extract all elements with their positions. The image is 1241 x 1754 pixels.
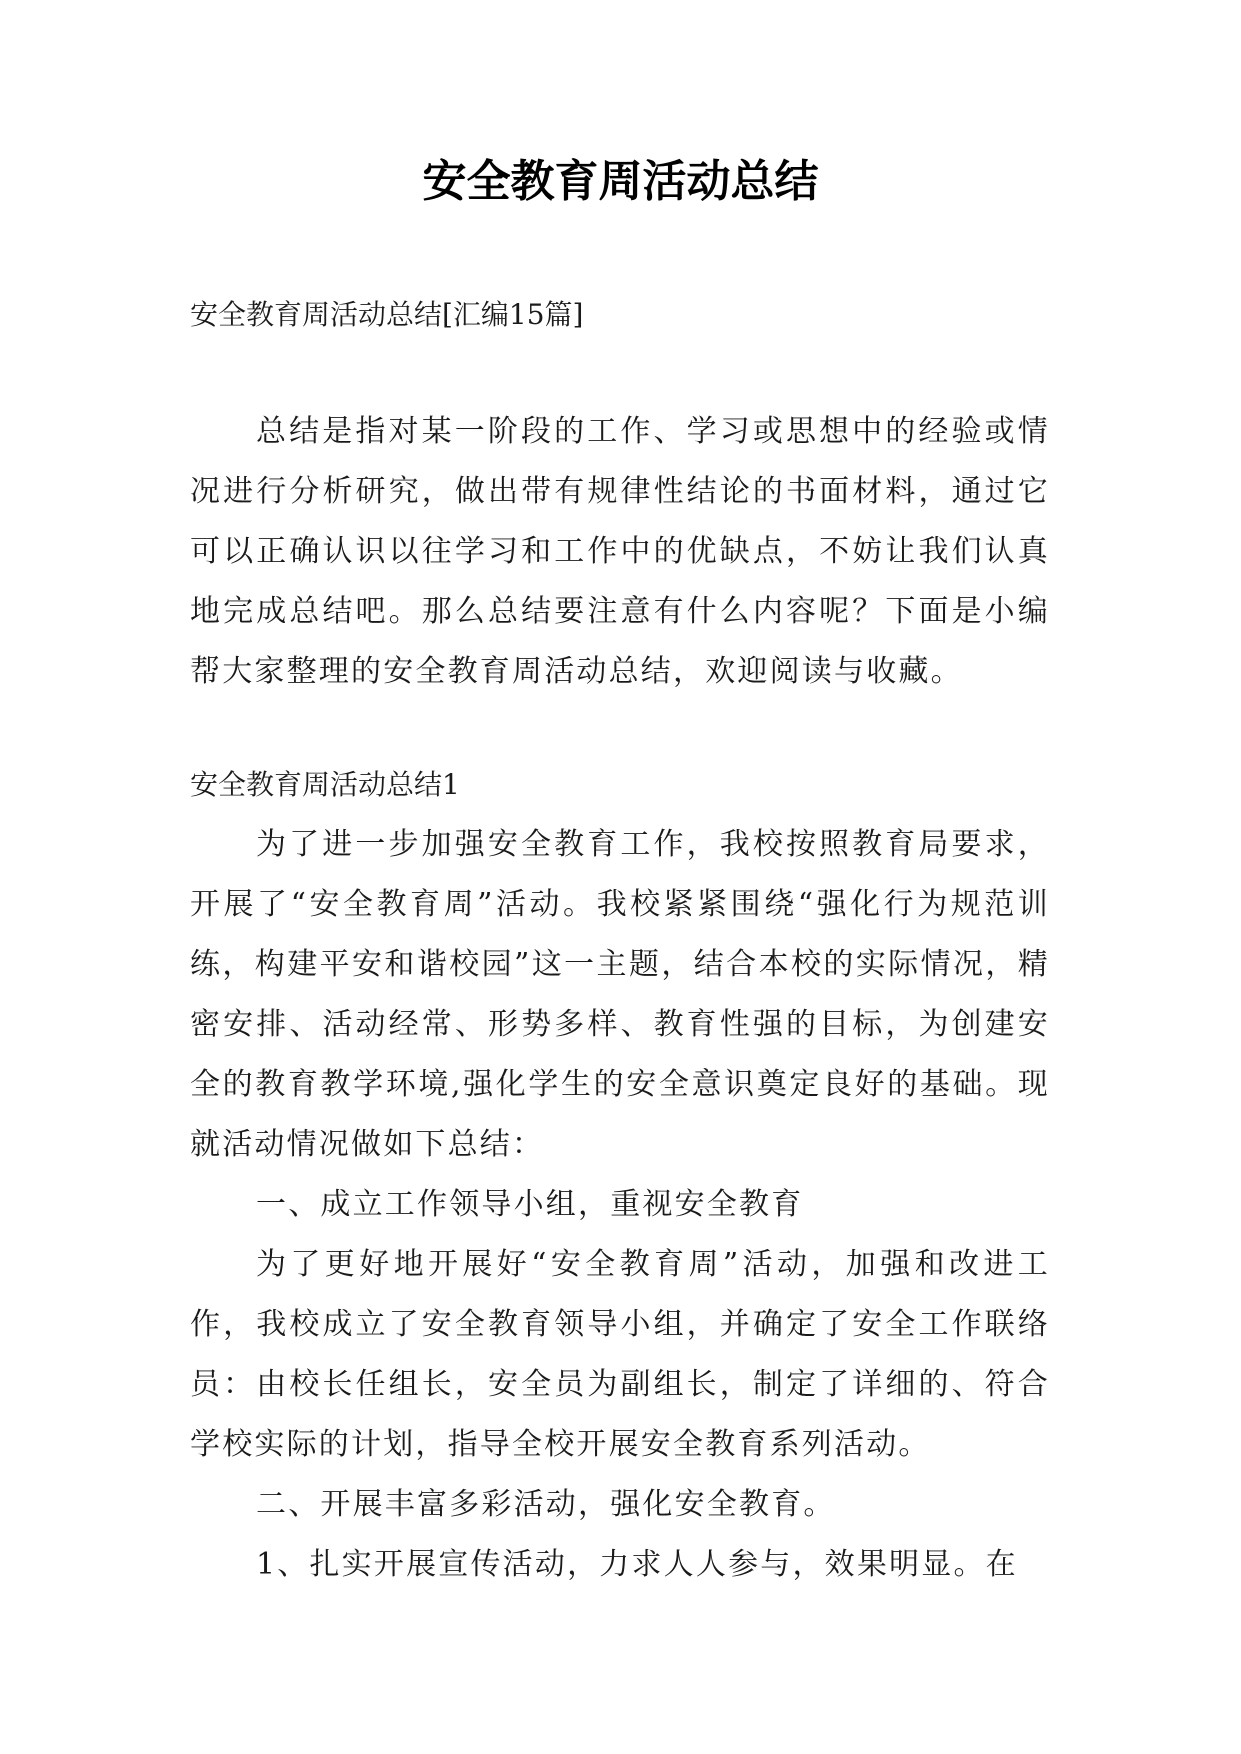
body-heading-one: 一、成立工作领导小组，重视安全教育	[256, 1187, 804, 1222]
body-paragraph: 为了进一步加强安全教育工作，我校按照教育局要求，开展了“安全教育周”活动。我校紧紧围绕“强化行为规范训练，构建平安和谐校园”这一主题，结合本校的实际情况，精密安排、活动经常、形势多样、教育性强的目标，为创建安全的教育教学环境,强化学生的安全意识奠定良好的基础。现就活动情况做如下总结：	[190, 827, 1050, 1162]
section-body	[190, 815, 1050, 1595]
body-paragraph: 1、扎实开展宣传活动，力求人人参与，效果明显。在	[256, 1547, 1018, 1582]
body-heading-two: 二、开展丰富多彩活动，强化安全教育。	[256, 1487, 836, 1522]
document-title: 安全教育周活动总结	[422, 156, 819, 207]
document-subtitle: 安全教育周活动总结[汇编15篇]	[190, 298, 584, 331]
intro-paragraph: 总结是指对某一阶段的工作、学习或思想中的经验或情况进行分析研究，做出带有规律性结论的书面材料，通过它可以正确认识以往学习和工作中的优缺点，不妨让我们认真地完成总结吧。那么总结要注意有什么内容呢？下面是小编帮大家整理的安全教育周活动总结，欢迎阅读与收藏。	[190, 414, 1050, 689]
section-heading: 安全教育周活动总结1	[190, 768, 460, 801]
body-paragraph: 为了更好地开展好“安全教育周”活动，加强和改进工作，我校成立了安全教育领导小组，并确定了安全工作联络员：由校长任组长，安全员为副组长，制定了详细的、符合学校实际的计划，指导全校开展安全教育系列活动。	[190, 1247, 1050, 1462]
